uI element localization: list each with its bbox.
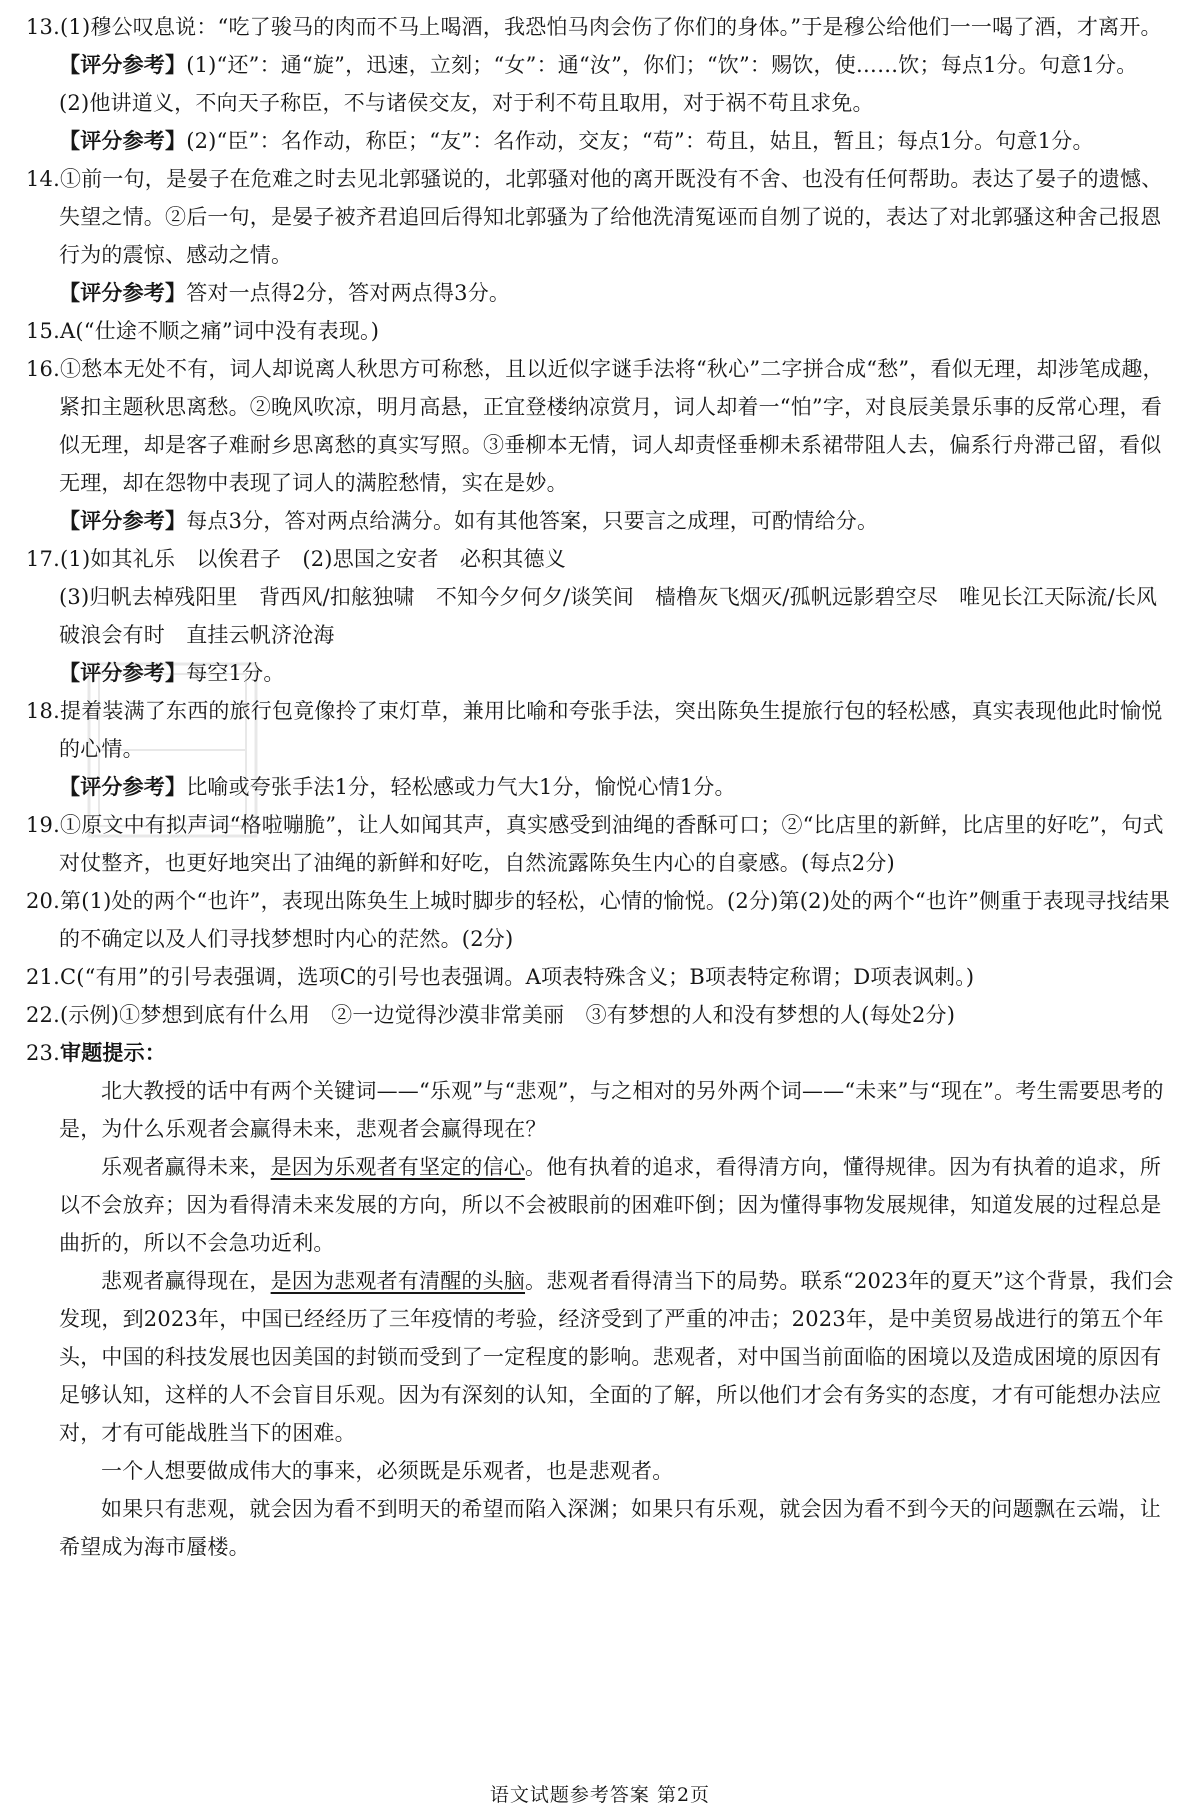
score-ref-16: 【评分参考】每点3分，答对两点给满分。如有其他答案，只要言之成理，可酌情给分。 — [59, 508, 879, 533]
answer-13: 13.(1)穆公叹息说：“吃了骏马的肉而不马上喝酒，我恐怕马肉会伤了你们的身体。”于是穆公给他们一一喝了酒，才离开。 — [26, 15, 1162, 39]
answer-16: 16.①愁本无处不有，词人却说离人秋思方可称愁，且以近似字谜手法将“秋心”二字拼合成“愁”，看似无理，却涉笔成趣，紧扣主题秋思离愁。②晚风吹凉，明月高悬，正宜登楼纳凉赏月，词人却着一“怕”字，对良辰美景乐事的反常心理，看似无理，却是客子难耐乡思离愁的真实写照。③垂柳本无情，词人却责怪垂柳未系裙带阻人去，偏系行舟滞己留，看似无理，却在怨物中表现了词人的满腔愁情，实在是妙。 — [26, 357, 1164, 495]
answer-23-heading: 23.审题提示： — [26, 1040, 166, 1065]
answer-15: 15.A(“仕途不顺之痛”词中没有表现。) — [26, 319, 380, 343]
answer-23-paragraph: 北大教授的话中有两个关键词——“乐观”与“悲观”，与之相对的另外两个词——“未来”与“现在”。考生需要思考的是，为什么乐观者会赢得未来，悲观者会赢得现在？ — [59, 1079, 1164, 1141]
answer-17-3: (3)归帆去棹残阳里 背西风/扣舷独啸 不知今夕何夕/谈笑间 樯橹灰飞烟灭/孤帆远影碧空尽 唯见长江天际流/长风破浪会有时 直挂云帆济沧海 — [59, 585, 1158, 647]
answer-22: 22.(示例)①梦想到底有什么用 ②一边觉得沙漠非常美丽 ③有梦想的人和没有梦想的人(每处2分) — [26, 1003, 956, 1027]
answer-18: 18.提着装满了东西的旅行包竟像拎了束灯草，兼用比喻和夸张手法，突出陈奂生提旅行包的轻松感，真实表现他此时愉悦的心情。 — [26, 699, 1163, 761]
answer-23-paragraph: 乐观者赢得未来，是因为乐观者有坚定的信心。他有执着的追求，看得清方向，懂得规律。因为有执着的追求，所以不会放弃；因为看得清未来发展的方向，所以不会被眼前的困难吓倒；因为懂得事物发展规律，知道发展的过程总是曲折的，所以不会急功近利。 — [59, 1155, 1162, 1255]
underlined-text: 是因为悲观者有清醒的头脑 — [270, 1269, 526, 1293]
answer-23-paragraph: 一个人想要做成伟大的事来，必须既是乐观者，也是悲观者。 — [101, 1459, 674, 1483]
answer-20: 20.第(1)处的两个“也许”，表现出陈奂生上城时脚步的轻松，心情的愉悦。(2分)第(2)处的两个“也许”侧重于表现寻找结果的不确定以及人们寻找梦想时内心的茫然。(2分) — [26, 889, 1170, 951]
underlined-text: 是因为乐观者有坚定的信心 — [270, 1155, 526, 1179]
answer-23-paragraph: 悲观者赢得现在，是因为悲观者有清醒的头脑。悲观者看得清当下的局势。联系“2023年的夏天”这个背景，我们会发现，到2023年，中国已经经历了三年疫情的考验，经济受到了严重的冲击；2023年，是中美贸易战进行的第五个年头，中国的科技发展也因美国的封锁而受到了一定程度的影响。悲观者，对中国当前面临的困境以及造成困境的原因有足够认知，这样的人不会盲目乐观。因为有深刻的认知，全面的了解，所以他们才会有务实的态度，才有可能想办法应对，才有可能战胜当下的困难。 — [59, 1269, 1174, 1445]
page-footer: 语文试题参考答案 第2页 — [489, 1784, 711, 1806]
score-ref-13-2: 【评分参考】(2)“臣”：名作动，称臣；“友”：名作动，交友；“苟”：苟且，姑且，暂且；每点1分。句意1分。 — [59, 128, 1094, 153]
answer-21: 21.C(“有用”的引号表强调，选项C的引号也表强调。A项表特殊含义；B项表特定称谓；D项表讽刺。) — [26, 965, 975, 989]
score-ref-14: 【评分参考】答对一点得2分，答对两点得3分。 — [59, 280, 511, 305]
answer-23-paragraph: 如果只有悲观，就会因为看不到明天的希望而陷入深渊；如果只有乐观，就会因为看不到今天的问题飘在云端，让希望成为海市蜃楼。 — [59, 1497, 1161, 1559]
answer-17: 17.(1)如其礼乐 以俟君子 (2)思国之安者 必积其德义 — [26, 547, 566, 571]
score-ref-18: 【评分参考】比喻或夸张手法1分，轻松感或力气大1分，愉悦心情1分。 — [59, 774, 736, 799]
answer-13-2: (2)他讲道义，不向天子称臣，不与诸侯交友，对于利不苟且取用，对于祸不苟且求免。 — [59, 91, 874, 115]
score-ref-17: 【评分参考】每空1分。 — [59, 660, 285, 685]
score-ref-13-1: 【评分参考】(1)“还”：通“旋”，迅速，立刻；“女”：通“汝”，你们；“饮”：赐饮，使……饮；每点1分。句意1分。 — [59, 52, 1138, 77]
answer-19: 19.①原文中有拟声词“格啦嘣脆”，让人如闻其声，真实感受到油绳的香酥可口；②“比店里的新鲜，比店里的好吃”，句式对仗整齐，也更好地突出了油绳的新鲜和好吃，自然流露陈奂生内心的自豪感。(每点2分) — [26, 813, 1164, 875]
answer-14: 14.①前一句，是晏子在危难之时去见北郭骚说的，北郭骚对他的离开既没有不舍、也没有任何帮助。表达了晏子的遗憾、失望之情。②后一句，是晏子被齐君追回后得知北郭骚为了给他洗清冤诬而自刎了说的，表达了对北郭骚这种舍己报恩行为的震惊、感动之情。 — [26, 167, 1163, 267]
